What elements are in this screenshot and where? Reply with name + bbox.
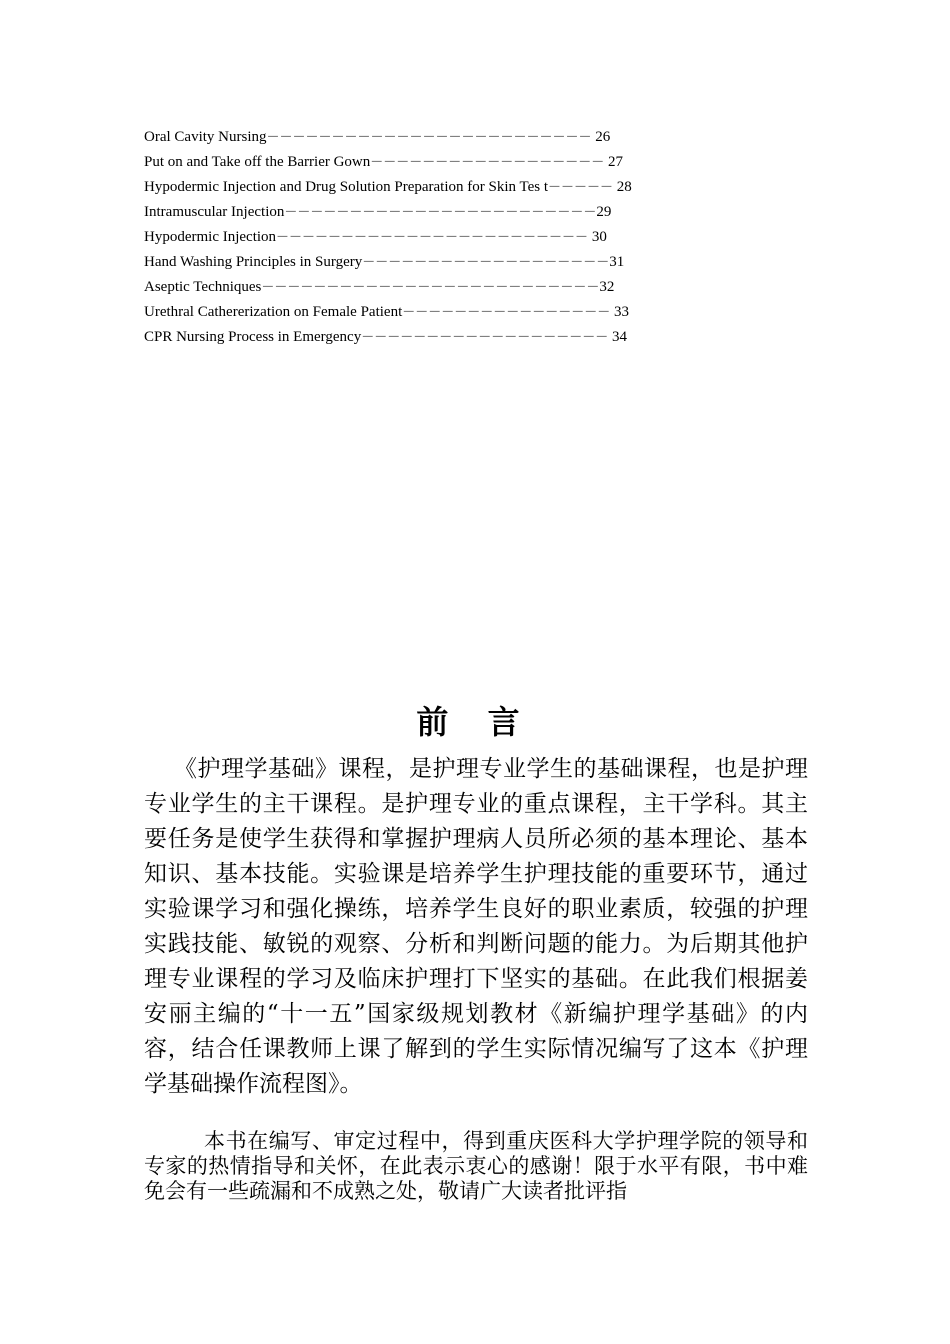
toc-entry: [144, 325, 744, 350]
toc-entry-leader: －－－－－－－－－－－－－－－－: [402, 305, 611, 320]
toc-entry: [144, 250, 744, 275]
preface-paragraph-2: 本书在编写、审定过程中，得到重庆医科大学护理学院的领导和专家的热情指导和关怀，在此表示衷心的感谢！限于水平有限，书中难免会有一些疏漏和不成熟之处，敬请广大读者批评指: [144, 1129, 808, 1203]
toc-entry: [144, 300, 744, 325]
toc-entry-leader: －－－－－－－－－－－－－－－－－－: [370, 155, 605, 170]
toc-entry: [144, 225, 744, 250]
toc-entry-page: 27: [604, 154, 624, 170]
toc-entry-title: Hand Washing Principles in Surgery: [144, 254, 363, 270]
toc-entry-title: Put on and Take off the Barrier Gown: [144, 154, 371, 170]
preface-title: 前 言: [416, 703, 534, 741]
table-of-contents: [144, 125, 744, 350]
toc-entry-page: 28: [613, 179, 632, 195]
toc-entry: [144, 200, 744, 225]
toc-entry-page: 34: [608, 329, 627, 345]
toc-entry-page: 31: [609, 254, 625, 270]
toc-entry-title: Hypodermic Injection: [144, 229, 277, 245]
toc-entry-title: Intramuscular Injection: [144, 204, 285, 220]
toc-entry-page: 26: [591, 129, 611, 145]
toc-entry-title: Urethral Cathererization on Female Patient: [144, 304, 403, 320]
toc-entry-leader: －－－－－: [548, 180, 614, 195]
toc-entry-page: 30: [588, 229, 607, 245]
toc-entry-page: 32: [599, 279, 615, 295]
toc-entry: [144, 125, 744, 150]
toc-entry: [144, 175, 744, 200]
toc-entry-page: 29: [596, 204, 612, 220]
toc-entry-leader: －－－－－－－－－－－－－－－－－－－: [362, 255, 610, 270]
toc-entry-title: CPR Nursing Process in Emergency: [144, 329, 362, 345]
preface-paragraph-1: 《护理学基础》课程，是护理专业学生的基础课程，也是护理专业学生的主干课程。是护理专业的重点课程，主干学科。其主要任务是使学生获得和掌握护理病人员所必须的基本理论、基本知识、基本技能。实验课是培养学生护理技能的重要环节，通过实验课学习和强化操练，培养学生良好的职业素质，较强的护理实践技能、敏锐的观察、分析和判断问题的能力。为后期其他护理专业课程的学习及临床护理打下坚实的基础。在此我们根据姜安丽主编的“十一五”国家级规划教材《新编护理学基础》的内容，结合任课教师上课了解到的学生实际情况编写了这本《护理学基础操作流程图》。: [144, 756, 808, 1097]
toc-entry-leader: －－－－－－－－－－－－－－－－－－－: [361, 330, 609, 345]
toc-entry-page: 33: [610, 304, 630, 320]
toc-entry-leader: －－－－－－－－－－－－－－－－－－－－－－－－: [284, 205, 597, 220]
toc-entry-leader: －－－－－－－－－－－－－－－－－－－－－－－－－: [266, 130, 592, 145]
toc-entry: [144, 150, 744, 175]
toc-entry-title: Oral Cavity Nursing: [144, 129, 267, 145]
toc-entry-title: Aseptic Techniques: [144, 279, 262, 295]
toc-entry: [144, 275, 744, 300]
toc-entry-title: Hypodermic Injection and Drug Solution Preparation for Skin Tes t: [144, 179, 549, 195]
toc-entry-leader: －－－－－－－－－－－－－－－－－－－－－－－－: [276, 230, 589, 245]
toc-entry-leader: －－－－－－－－－－－－－－－－－－－－－－－－－－: [261, 280, 600, 295]
